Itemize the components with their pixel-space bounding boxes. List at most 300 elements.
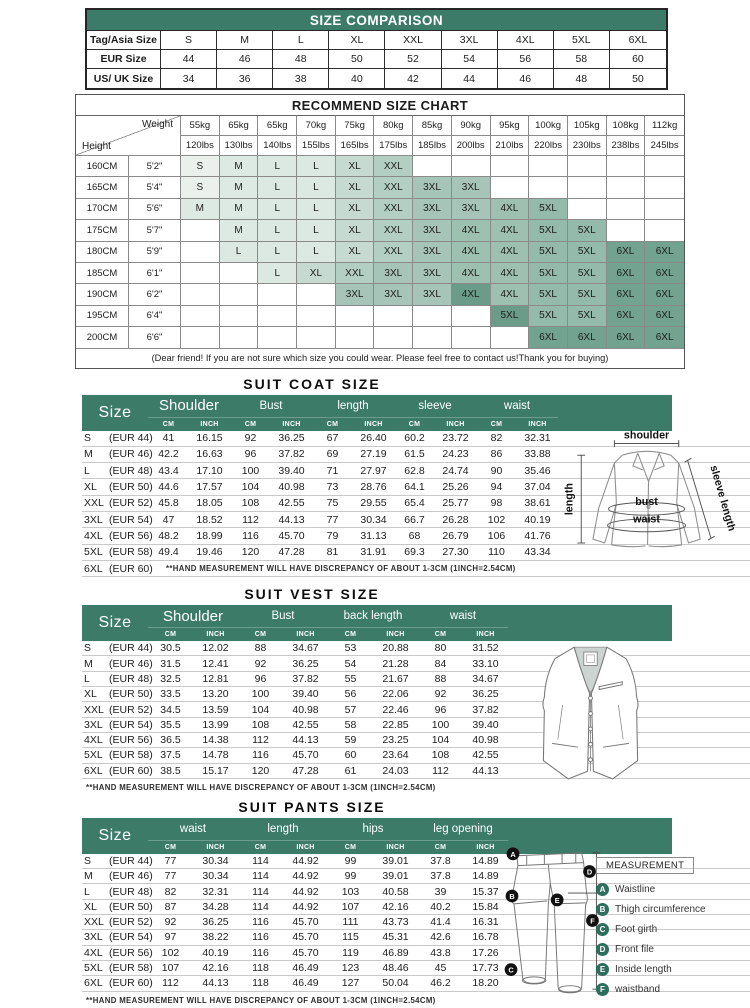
measurement-value: 41.4 xyxy=(430,916,451,929)
size-eur: (EUR 44) xyxy=(109,432,153,445)
measurement-value: 77 xyxy=(164,870,177,883)
size-eur: (EUR 58) xyxy=(109,962,153,975)
coat-waist-label: waist xyxy=(633,513,660,526)
column-group-header xyxy=(418,605,508,641)
legend-item-label: waistband xyxy=(615,983,661,995)
size-comparison-row-label: EUR Size xyxy=(87,50,161,69)
weight-lbs-cell: 245lbs xyxy=(645,136,684,156)
measurement-value: 67 xyxy=(326,432,339,445)
height-cm-cell: 195CM xyxy=(76,306,129,327)
measurement-value: 20.88 xyxy=(382,642,409,655)
measurement-value: 16.31 xyxy=(472,916,499,929)
weight-label: Weight xyxy=(142,119,173,130)
recommend-size-cell xyxy=(529,177,568,198)
recommend-size-cell: 6XL xyxy=(645,242,684,263)
measurement-value: 12.02 xyxy=(202,642,229,655)
measurement-value: 112 xyxy=(252,734,269,747)
unit-inch-label: INCH xyxy=(282,420,301,428)
measurement-value: 16.15 xyxy=(196,432,223,445)
weight-kg-cell: 90kg xyxy=(452,116,491,136)
unit-labels xyxy=(148,627,238,641)
size-name: XXL xyxy=(84,916,104,929)
column-group-header xyxy=(230,395,312,431)
size-row-label xyxy=(82,718,153,732)
measurement-value: 111 xyxy=(342,916,359,929)
recommend-size-cell: XXL xyxy=(374,199,413,220)
measurement-value: 92 xyxy=(164,916,177,929)
weight-lbs-cell: 200lbs xyxy=(452,136,491,156)
suit-pants-section xyxy=(82,799,750,1005)
height-ft-cell: 5'7" xyxy=(129,220,181,241)
unit-labels xyxy=(394,417,476,431)
size-comparison-value: 36 xyxy=(217,69,273,88)
recommend-size-cell xyxy=(181,242,220,263)
measurement-value: 27.97 xyxy=(360,464,387,477)
unit-inch-label: INCH xyxy=(296,843,315,851)
measurement-value: 30.34 xyxy=(360,513,387,526)
unit-cm-label: CM xyxy=(162,420,175,428)
recommend-size-cell: 5XL xyxy=(568,242,607,263)
size-row-label xyxy=(82,431,153,446)
measurement-value: 104 xyxy=(431,734,450,747)
measurement-value: 116 xyxy=(252,916,269,929)
unit-inch-label: INCH xyxy=(386,843,405,851)
size-row-label xyxy=(82,528,153,543)
height-ft-cell: 5'2" xyxy=(129,156,181,177)
measurement-value: 42.2 xyxy=(158,448,179,461)
suit-coat-title: SUIT COAT SIZE xyxy=(243,375,381,392)
measurement-legend-title: MEASUREMENT xyxy=(596,857,694,874)
unit-cm-label: CM xyxy=(408,420,421,428)
recommend-size-cell: M xyxy=(220,156,259,177)
size-row-label xyxy=(82,854,153,868)
weight-kg-cell: 100kg xyxy=(529,116,568,136)
measurement-value: 32.5 xyxy=(160,672,181,685)
height-cm-cell: 180CM xyxy=(76,242,129,263)
measurement-value: 33.5 xyxy=(160,688,181,701)
size-eur: (EUR 60) xyxy=(109,764,153,777)
recommend-size-cell: 5XL xyxy=(568,220,607,241)
height-ft-cell: 5'6" xyxy=(129,199,181,220)
size-comparison-value: 44 xyxy=(442,69,498,88)
column-group-header xyxy=(238,605,328,641)
recommend-size-cell xyxy=(374,306,413,327)
column-group-header xyxy=(148,395,230,431)
measurement-value: 21.67 xyxy=(382,672,409,685)
unit-cm-label: CM xyxy=(344,843,357,851)
pants-marker-a: A xyxy=(510,849,516,859)
measurement-value: 36.5 xyxy=(160,734,181,747)
recommend-chart-grid xyxy=(76,116,684,349)
recommend-size-cell: L xyxy=(297,242,336,263)
recommend-size-cell xyxy=(297,327,336,348)
column-group-header xyxy=(394,395,476,431)
size-row-label xyxy=(82,702,153,716)
measurement-value: 115 xyxy=(342,931,359,944)
measurement-value: 44.92 xyxy=(292,855,319,867)
measurement-value: 34.67 xyxy=(472,672,499,685)
measurement-value: 46.89 xyxy=(382,946,409,959)
measurement-value: 13.20 xyxy=(202,688,229,701)
measurement-value: 53 xyxy=(344,642,357,655)
measurement-value: 40.98 xyxy=(472,734,499,747)
size-comparison-value: 48 xyxy=(554,69,610,88)
recommend-size-cell: 6XL xyxy=(607,284,646,305)
size-eur: (EUR 56) xyxy=(109,529,153,542)
size-name: XL xyxy=(84,688,97,701)
coat-length-label: length xyxy=(563,482,576,515)
recommend-size-cell xyxy=(336,306,375,327)
measurement-value: 44.92 xyxy=(292,885,319,898)
measurement-value: 44.92 xyxy=(292,870,319,883)
measurement-value: 90 xyxy=(490,464,503,477)
measurement-value: 45.70 xyxy=(292,749,319,762)
size-name: L xyxy=(84,672,90,685)
unit-cm-label: CM xyxy=(434,631,447,639)
measurement-value: 31.91 xyxy=(360,546,387,559)
recommend-size-cell xyxy=(607,199,646,220)
measurement-value: 15.17 xyxy=(202,764,229,777)
measurement-value: 34.28 xyxy=(202,900,229,913)
recommend-size-cell: 4XL xyxy=(452,284,491,305)
measurement-note: **HAND MEASUREMENT WILL HAVE DISCREPANCY OF ABOUT 1-3CM (1INCH=2.54CM) xyxy=(166,564,516,574)
size-row-label xyxy=(82,869,153,883)
size-eur: (EUR 46) xyxy=(109,870,153,883)
legend-item-label: Waistline xyxy=(615,883,656,895)
measurement-value: 102 xyxy=(161,946,180,959)
unit-cm-label: CM xyxy=(164,631,177,639)
measurement-value: 61.5 xyxy=(404,448,425,461)
size-comparison-value: 52 xyxy=(385,50,441,69)
height-cm-cell: 190CM xyxy=(76,284,129,305)
size-name: 6XL xyxy=(84,764,103,777)
size-comparison-value: 50 xyxy=(610,69,666,88)
size-comparison-value: 58 xyxy=(554,50,610,69)
measurement-value: 45.70 xyxy=(292,916,319,929)
size-row-label xyxy=(82,900,153,914)
size-comparison-value: 3XL xyxy=(442,31,498,50)
measurement-value: 30.34 xyxy=(202,855,229,867)
unit-cm-label: CM xyxy=(344,631,357,639)
measurement-value: 12.81 xyxy=(202,672,229,685)
recommend-size-cell: 5XL xyxy=(491,306,530,327)
measurement-value: 107 xyxy=(341,900,360,913)
recommend-size-cell xyxy=(181,284,220,305)
recommend-size-cell xyxy=(645,199,684,220)
recommend-size-cell: XL xyxy=(336,199,375,220)
size-eur: (EUR 48) xyxy=(109,672,153,685)
weight-lbs-cell: 238lbs xyxy=(607,136,646,156)
measurement-value: 114 xyxy=(252,900,269,913)
size-comparison-row xyxy=(87,31,666,50)
size-name: 3XL xyxy=(84,513,103,526)
measurement-value: 40.98 xyxy=(292,703,319,716)
size-comparison-row xyxy=(87,50,666,69)
height-cm-cell: 160CM xyxy=(76,156,129,177)
measurement-value: 17.57 xyxy=(196,481,223,494)
size-comparison-title: SIZE COMPARISON xyxy=(87,10,666,31)
measurement-legend xyxy=(596,855,746,1003)
unit-inch-label: INCH xyxy=(200,420,219,428)
size-row-label xyxy=(82,748,153,762)
size-name: S xyxy=(84,642,92,655)
unit-labels xyxy=(238,840,328,854)
recommend-size-cell xyxy=(413,327,452,348)
measurement-value: 39.40 xyxy=(472,718,499,731)
size-eur: (EUR 54) xyxy=(109,931,153,944)
size-eur: (EUR 50) xyxy=(109,688,153,701)
weight-kg-cell: 85kg xyxy=(413,116,452,136)
legend-item xyxy=(596,923,746,936)
recommend-size-cell: 3XL xyxy=(452,177,491,198)
recommend-size-cell: 3XL xyxy=(413,242,452,263)
unit-labels xyxy=(230,417,312,431)
recommend-size-cell: XXL xyxy=(336,263,375,284)
measurement-value: 65.4 xyxy=(404,497,425,510)
measurement-value: 45.8 xyxy=(158,497,179,510)
measurement-value: 84 xyxy=(434,657,447,670)
recommend-size-cell xyxy=(258,306,297,327)
legend-key-badge: B xyxy=(596,903,609,916)
measurement-value: 24.74 xyxy=(442,464,469,477)
weight-lbs-cell: 230lbs xyxy=(568,136,607,156)
recommend-size-cell: 4XL xyxy=(452,242,491,263)
recommend-size-cell: 6XL xyxy=(529,327,568,348)
measurement-value: 45.70 xyxy=(292,931,319,944)
size-name: M xyxy=(84,870,93,883)
height-cm-cell: 185CM xyxy=(76,263,129,284)
size-name: 5XL xyxy=(84,546,103,559)
recommend-size-cell xyxy=(607,220,646,241)
measurement-value: 47.28 xyxy=(292,764,319,777)
size-column-header: Size xyxy=(98,826,132,844)
size-chart-page xyxy=(0,8,750,1005)
size-name: 5XL xyxy=(84,962,103,975)
measurement-value: 44.13 xyxy=(292,734,319,747)
suit-vest-section xyxy=(82,586,750,792)
size-eur: (EUR 54) xyxy=(109,718,153,731)
size-eur: (EUR 46) xyxy=(109,448,153,461)
size-eur: (EUR 56) xyxy=(109,946,153,959)
recommend-size-cell xyxy=(645,177,684,198)
measurement-value: 55 xyxy=(344,672,357,685)
measurement-value: 16.78 xyxy=(472,931,499,944)
measurement-value: 46.49 xyxy=(292,977,319,990)
measurement-value: 68 xyxy=(408,529,421,542)
measurement-value: 21.28 xyxy=(382,657,409,670)
size-eur: (EUR 60) xyxy=(109,977,153,990)
size-eur: (EUR 50) xyxy=(109,900,153,913)
measurement-value: 62.8 xyxy=(404,464,425,477)
measurement-value: 120 xyxy=(241,546,260,559)
size-comparison-row xyxy=(87,69,666,88)
unit-inch-label: INCH xyxy=(446,420,465,428)
measurement-value: 34.67 xyxy=(292,642,319,655)
pants-marker-c: C xyxy=(508,965,514,975)
height-ft-cell: 5'4" xyxy=(129,177,181,198)
unit-cm-label: CM xyxy=(254,843,267,851)
measurement-value: 108 xyxy=(431,749,450,762)
recommend-size-cell: M xyxy=(220,199,259,220)
measurement-value: 40.19 xyxy=(202,946,229,959)
measurement-value: 37.8 xyxy=(430,855,451,867)
recommend-size-cell: 4XL xyxy=(491,220,530,241)
legend-item-label: Front file xyxy=(615,943,654,955)
measurement-value: 17.26 xyxy=(472,946,499,959)
pants-marker-f: F xyxy=(590,916,595,926)
measurement-value: 108 xyxy=(241,497,260,510)
recommend-size-cell xyxy=(529,156,568,177)
measurement-value: 77 xyxy=(164,855,177,867)
size-name: 3XL xyxy=(84,931,103,944)
measurement-value: 23.25 xyxy=(382,734,409,747)
measurement-value: 26.79 xyxy=(442,529,469,542)
coat-sleeve-length-label: sleeve length xyxy=(707,463,738,533)
legend-item xyxy=(596,883,746,896)
recommend-size-cell: 4XL xyxy=(452,263,491,284)
measurement-value: 44.13 xyxy=(472,764,499,777)
measurement-value: 108 xyxy=(251,718,270,731)
recommend-size-cell xyxy=(220,284,259,305)
unit-inch-label: INCH xyxy=(364,420,383,428)
measurement-value: 26.40 xyxy=(360,432,387,445)
measurement-value: 13.59 xyxy=(202,703,229,716)
recommend-size-cell: S xyxy=(181,177,220,198)
measurement-value: 45.70 xyxy=(278,529,305,542)
recommend-size-cell xyxy=(374,327,413,348)
size-name: 4XL xyxy=(84,529,103,542)
measurement-value: 18.99 xyxy=(196,529,223,542)
recommend-size-cell: 3XL xyxy=(413,220,452,241)
size-row-label xyxy=(82,672,153,686)
size-row-label xyxy=(82,915,153,929)
measurement-value: 25.77 xyxy=(442,497,469,510)
size-comparison-value: 48 xyxy=(273,50,329,69)
column-group-header xyxy=(148,605,238,641)
suit-vest-title: SUIT VEST SIZE xyxy=(244,586,380,603)
measurement-value: 48.2 xyxy=(158,529,179,542)
column-group-label: waist xyxy=(449,610,477,623)
size-name: 4XL xyxy=(84,734,103,747)
size-eur: (EUR 48) xyxy=(109,885,153,898)
measurement-value: 25.26 xyxy=(442,481,469,494)
size-comparison-value: 5XL xyxy=(554,31,610,50)
weight-kg-cell: 65kg xyxy=(258,116,297,136)
legend-item xyxy=(596,983,746,996)
measurement-value: 39.01 xyxy=(382,870,409,883)
recommend-size-cell xyxy=(220,263,259,284)
recommend-size-cell: XL xyxy=(336,220,375,241)
measurement-value: 96 xyxy=(434,703,447,716)
size-eur: (EUR 44) xyxy=(109,855,153,867)
measurement-value: 33.88 xyxy=(524,448,551,461)
measurement-value: 46.49 xyxy=(292,962,319,975)
measurement-value: 47.28 xyxy=(278,546,305,559)
measurement-value: 15.84 xyxy=(472,900,499,913)
recommend-size-cell xyxy=(297,306,336,327)
measurement-value: 96 xyxy=(244,448,257,461)
measurement-value: 100 xyxy=(431,718,450,731)
measurement-value: 92 xyxy=(434,688,447,701)
weight-lbs-cell: 130lbs xyxy=(220,136,259,156)
measurement-value: 114 xyxy=(252,885,269,898)
measurement-value: 42.16 xyxy=(382,900,409,913)
recommend-size-cell: 5XL xyxy=(529,242,568,263)
size-comparison-value: 40 xyxy=(329,69,385,88)
recommend-size-cell xyxy=(452,327,491,348)
recommend-size-cell: L xyxy=(258,177,297,198)
measurement-value: 97 xyxy=(164,931,177,944)
measurement-value: 39.40 xyxy=(278,464,305,477)
measurement-value: 57 xyxy=(344,703,357,716)
measurement-value: 42.55 xyxy=(472,749,499,762)
measurement-value: 116 xyxy=(252,931,269,944)
column-group-header xyxy=(238,818,328,854)
recommend-size-cell: XL xyxy=(336,242,375,263)
size-eur: (EUR 52) xyxy=(109,497,153,510)
size-comparison-value: 60 xyxy=(610,50,666,69)
unit-inch-label: INCH xyxy=(528,420,547,428)
unit-labels xyxy=(328,840,418,854)
recommend-size-cell: 4XL xyxy=(491,242,530,263)
size-row-label xyxy=(82,961,153,975)
recommend-size-cell: 5XL xyxy=(568,306,607,327)
recommend-size-cell: 5XL xyxy=(529,306,568,327)
recommend-size-cell: 5XL xyxy=(529,199,568,220)
measurement-value: 42.16 xyxy=(202,962,229,975)
pants-marker-b: B xyxy=(509,891,515,901)
height-ft-cell: 6'4" xyxy=(129,306,181,327)
measurement-value: 37.04 xyxy=(524,481,551,494)
measurement-value: 41 xyxy=(162,432,175,445)
weight-kg-cell: 70kg xyxy=(297,116,336,136)
measurement-value: 106 xyxy=(487,529,506,542)
recommend-size-cell: XXL xyxy=(374,177,413,198)
measurement-value: 44.92 xyxy=(292,900,319,913)
column-group-label: leg opening xyxy=(433,822,493,835)
measurement-value: 14.38 xyxy=(202,734,229,747)
size-row-label xyxy=(82,463,153,478)
size-comparison-value: XXL xyxy=(385,31,441,50)
recommend-size-cell xyxy=(452,156,491,177)
size-eur: (EUR 52) xyxy=(109,703,153,716)
weight-kg-cell: 80kg xyxy=(374,116,413,136)
measurement-value: 33.10 xyxy=(472,657,499,670)
unit-cm-label: CM xyxy=(244,420,257,428)
measurement-value: 47 xyxy=(162,513,175,526)
unit-inch-label: INCH xyxy=(476,843,495,851)
size-row-label xyxy=(82,512,153,527)
suit-coat-section xyxy=(82,376,750,578)
height-ft-cell: 6'1" xyxy=(129,263,181,284)
recommend-size-cell: 6XL xyxy=(645,327,684,348)
measurement-value: 112 xyxy=(242,513,259,526)
measurement-value: 60.2 xyxy=(404,432,425,445)
recommend-size-cell: L xyxy=(258,242,297,263)
measurement-value: 40.19 xyxy=(524,513,551,526)
measurement-value: 18.05 xyxy=(196,497,223,510)
measurement-value: 14.89 xyxy=(472,855,499,867)
unit-labels xyxy=(418,840,508,854)
measurement-value: 38.5 xyxy=(160,764,181,777)
measurement-value: 59 xyxy=(344,734,357,747)
measurement-value: 99 xyxy=(344,855,357,867)
size-eur: (EUR 50) xyxy=(109,481,153,494)
coat-shoulder-label: shoulder xyxy=(623,429,670,442)
suit-vest-diagram xyxy=(528,636,653,793)
recommend-size-cell xyxy=(181,327,220,348)
measurement-value: 31.13 xyxy=(360,529,387,542)
